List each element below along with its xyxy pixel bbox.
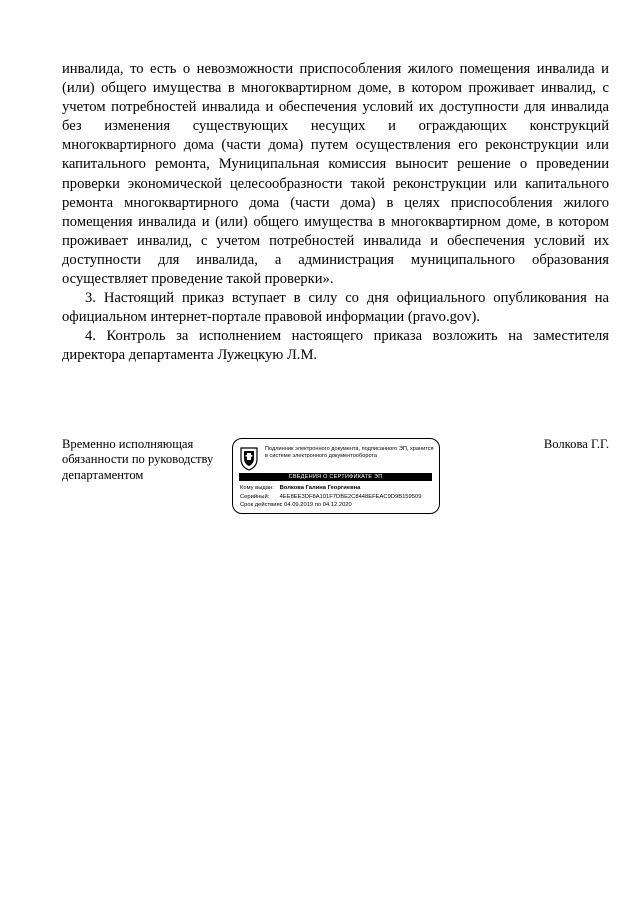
certificate-owner-label: Кому выдан: <box>240 485 274 491</box>
signatory-position-line: обязанности по руководству <box>62 452 214 467</box>
paragraph-item-4: 4. Контроль за исполнением настоящего приказа возложить на заместителя директора департамента Лужецкую Л.М. <box>62 328 609 364</box>
certificate-serial-label: Серийный: <box>240 493 270 500</box>
certificate-details <box>240 484 438 510</box>
paragraph-continuation: инвалида, то есть о невозможности приспособления жилого помещения инвалида и (или) общего имущества в многоквартирном доме, в котором проживает инвалид, с учетом потребностей инвалида и обеспечения условий их доступности для инвалида без изменения существующих несущих и ограждающих конструкций многоквартирного дома (части дома) путем осуществления его реконструкции или капитального ремонта, Муниципальная комиссия выносит решение о проведении проверки экономической целесообразности такой реконструкции или капитального ремонта многоквартирного дома (части дома) в целях приспособления жилого помещения инвалида и (или) общего имущества в многоквартирном доме, в котором проживает инвалид, с учетом потребностей инвалида и обеспечения условий их доступности для инвалида, а администрация муниципального образования осуществляет проведение такой проверки». <box>62 61 609 288</box>
signatory-position-line: Временно исполняющая <box>62 437 194 451</box>
signatory-position <box>62 437 227 483</box>
coat-of-arms-icon <box>239 445 259 471</box>
certificate-serial-value: 4EE8EE3DF8A101F7DBE2C8448EFEAC9D9B159509 <box>279 493 422 500</box>
stamp-title-bar: СВЕДЕНИЯ О СЕРТИФИКАТЕ ЭП <box>239 473 432 481</box>
certificate-validity-label: Срок действия: <box>240 502 282 508</box>
stamp-header: Подлинник электронного документа, подписанного ЭП, хранится в системе электронного документооборота <box>265 446 434 459</box>
certificate-validity-row <box>240 501 438 510</box>
certificate-owner-row <box>240 484 438 493</box>
document-body <box>62 60 609 366</box>
paragraph-item-3: 3. Настоящий приказ вступает в силу со дня официального опубликования на официальном интернет-портале правовой информации (pravo.gov). <box>62 290 609 326</box>
certificate-validity-value: с 04.09.2019 по 04.12.2020 <box>279 502 352 508</box>
certificate-serial-row <box>240 493 438 502</box>
electronic-signature-stamp <box>232 438 440 514</box>
signatory-name: Волкова Г.Г. <box>543 437 609 451</box>
certificate-owner-value: Волкова Галина Георгиевна <box>279 485 361 491</box>
signatory-position-line: департаментом <box>62 467 144 482</box>
